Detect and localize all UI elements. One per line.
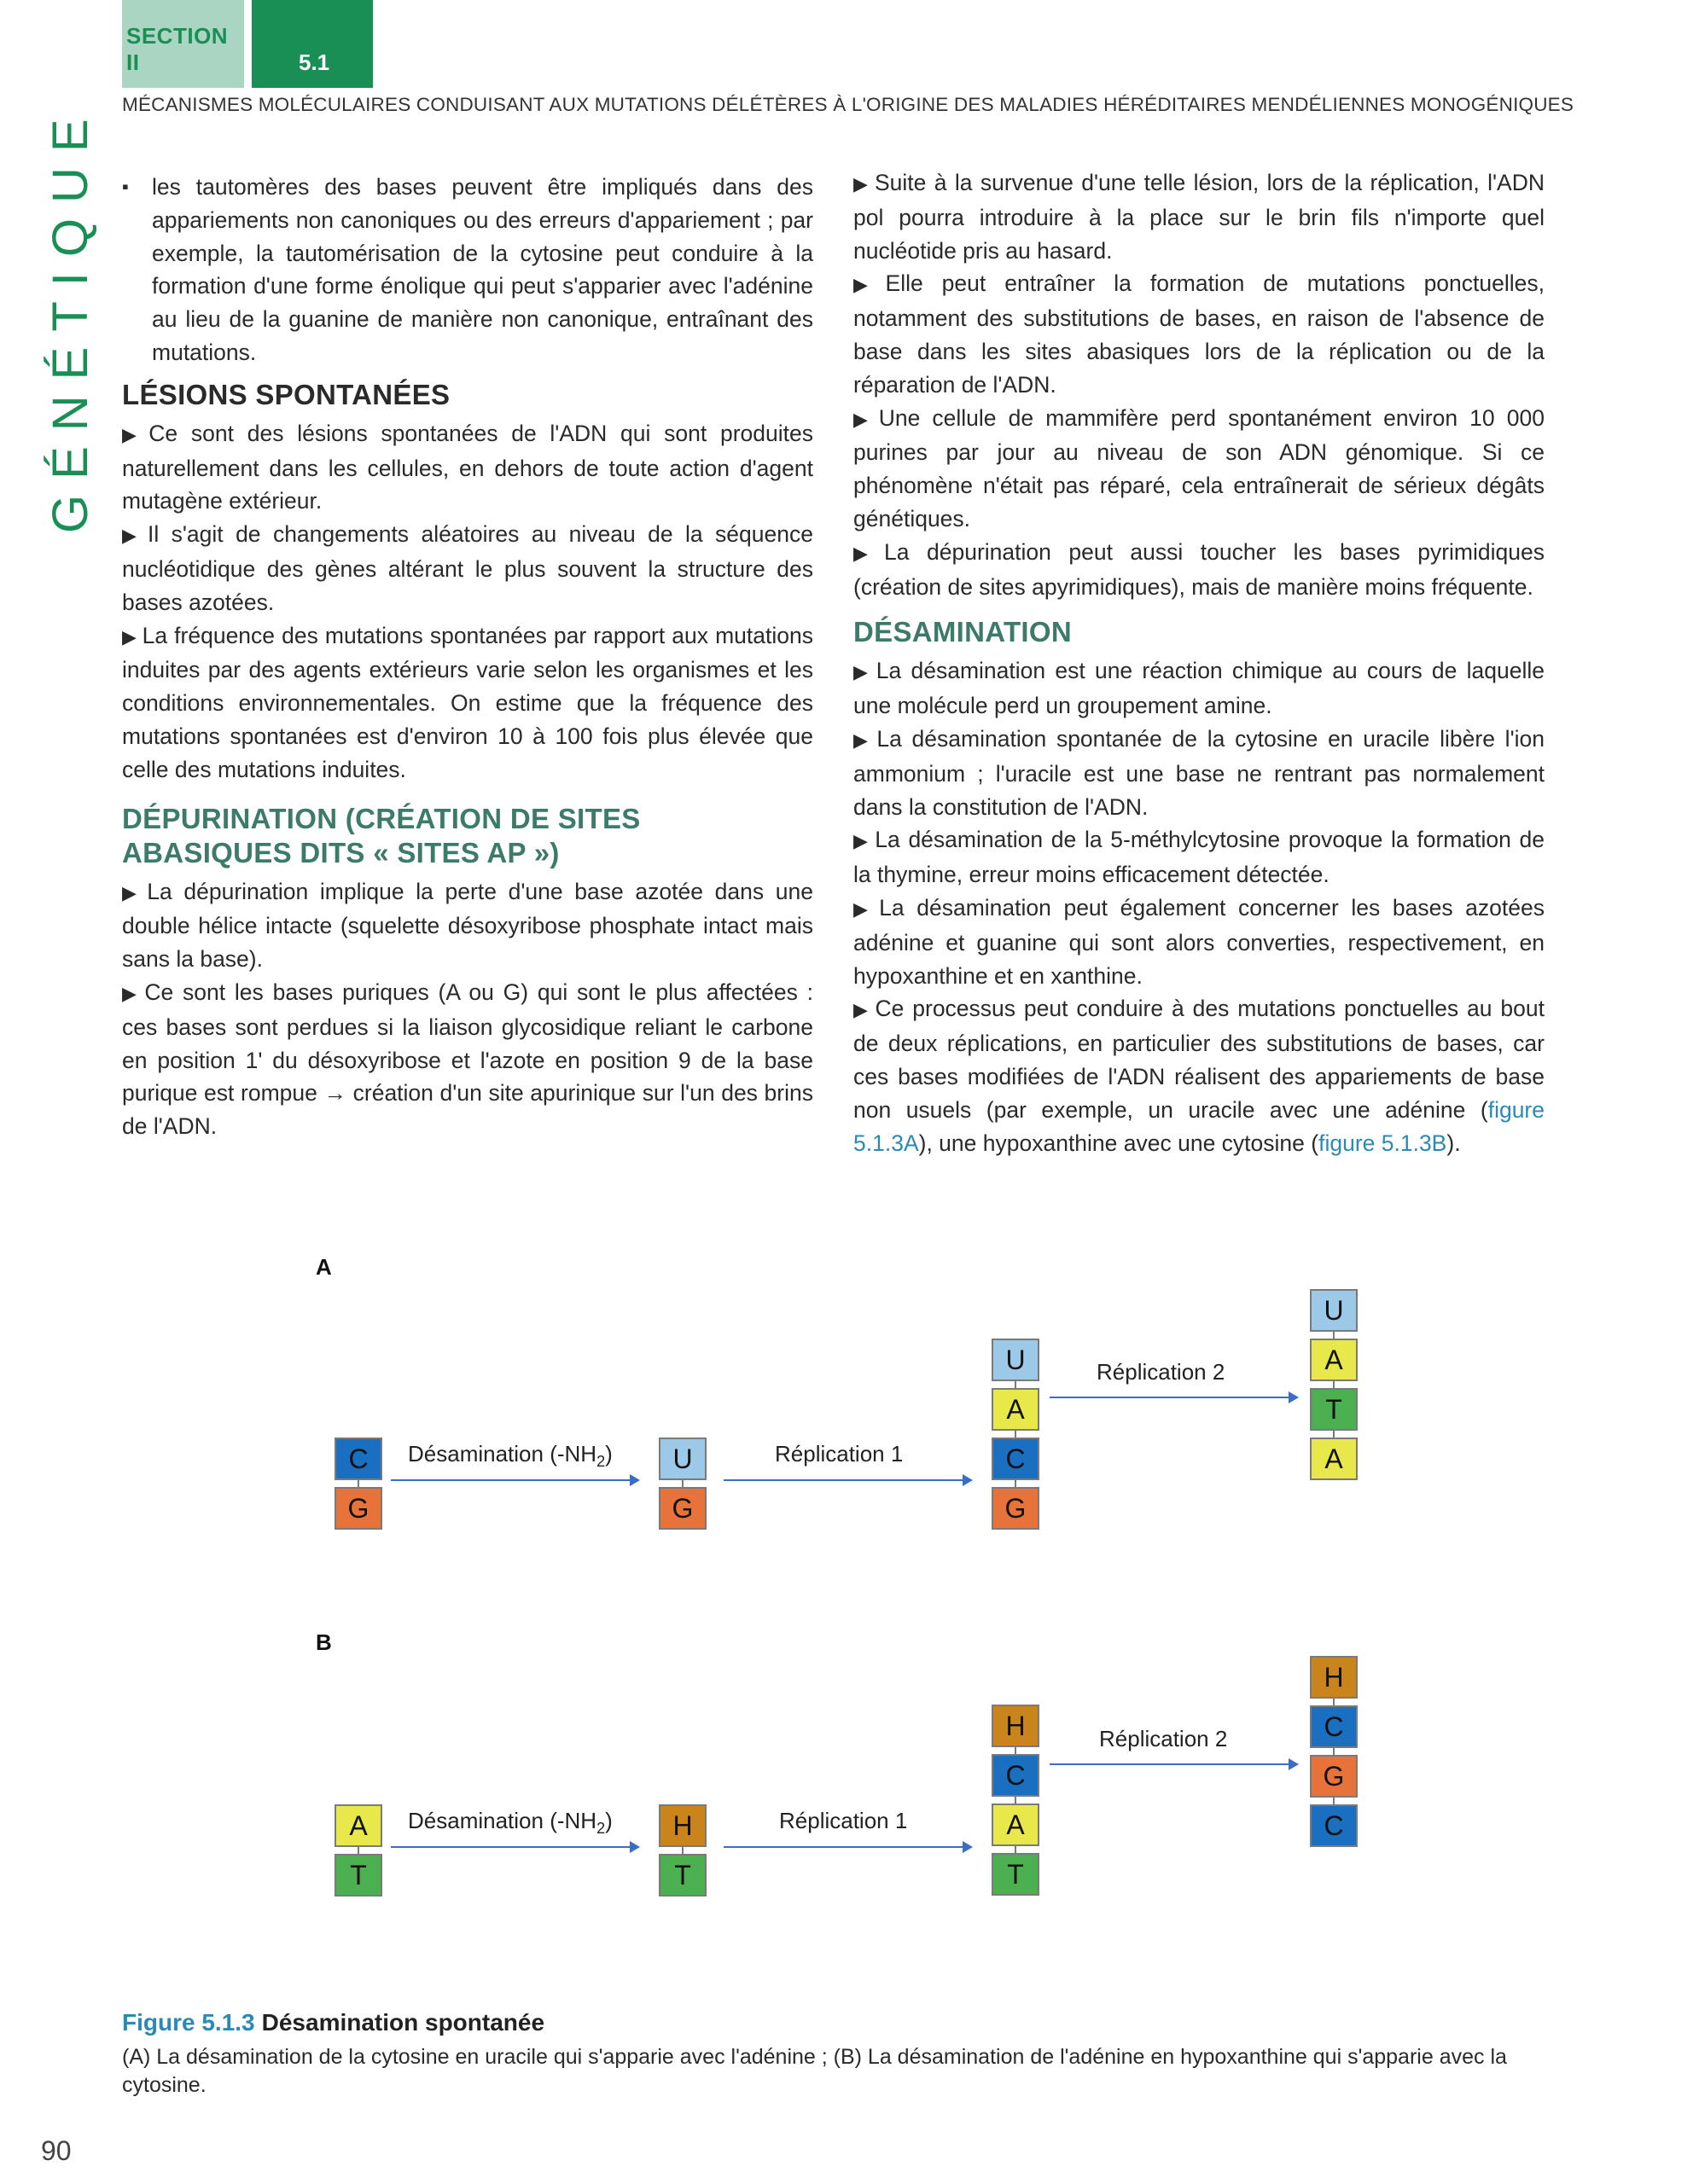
base-pair-link: [1333, 1381, 1335, 1388]
text: Il s'agit de changements aléatoires au niveau de la séquence nucléotidique des gènes altérant le plus souvent la structure des bases azotées.: [122, 521, 813, 615]
paragraph: [853, 166, 1545, 267]
base-pair-link: [1333, 1431, 1335, 1438]
text: La désamination est une réaction chimique au cours de laquelle une molécule perd un groupement amine.: [853, 658, 1545, 719]
paragraph: [122, 518, 813, 619]
nucleotide-box-C: C: [1310, 1804, 1358, 1847]
triangle-bullet-icon: ▶: [853, 729, 872, 751]
label-replication1-b: Réplication 1: [779, 1808, 908, 1833]
right-column: [853, 166, 1545, 1159]
text: Ce sont des lésions spontanées de l'ADN qui sont produites naturellement dans les cellules, en dehors de toute action d'agent mutagène extérieur.: [122, 420, 813, 514]
triangle-bullet-icon: ▶: [122, 525, 143, 547]
base-pair-link: [682, 1480, 684, 1487]
paragraph: [853, 823, 1545, 892]
paragraph: [122, 976, 813, 1143]
panel-a-label: A: [316, 1254, 332, 1280]
page-number: 90: [41, 2135, 72, 2166]
section-label: SECTION II: [126, 23, 229, 75]
arrow-replication1-a: [724, 1479, 971, 1481]
nucleotide-box-G: G: [992, 1487, 1039, 1530]
nucleotide-box-C: C: [992, 1438, 1039, 1480]
arrow-replication2-b: [1050, 1763, 1297, 1765]
triangle-bullet-icon: ▶: [122, 881, 143, 903]
text: La dépurination implique la perte d'une base azotée dans une double hélice intacte (squelette désoxyribose phosphate intact mais sans la base).: [122, 878, 814, 973]
nucleotide-box-A: A: [992, 1804, 1039, 1846]
arrow-replication1-b: [724, 1846, 971, 1848]
nucleotide-box-G: G: [1310, 1755, 1358, 1798]
text: La désamination spontanée de la cytosine en uracile libère l'ion ammonium ; l'uracile est une base ne rentrant pas normalement dans la constitution de l'ADN.: [853, 725, 1545, 820]
paragraph: [122, 417, 813, 518]
text: La fréquence des mutations spontanées par rapport aux mutations induites par des agents extérieurs varie selon les organismes et les conditions environnementales. On estime que la fréquence des mutations spontanées est d'environ 10 à 100 fois plus élevée que celle des mutations induites.: [122, 622, 813, 782]
nucleotide-box-A: A: [992, 1388, 1039, 1431]
paragraph: [853, 654, 1545, 723]
paragraph: [853, 723, 1545, 823]
nucleotide-box-A: A: [1310, 1339, 1358, 1381]
label-deamination-a: Désamination $(-NH_2)$: [408, 1441, 613, 1471]
figure-ref-a-link[interactable]: figure 5.1.3A: [853, 1096, 1545, 1156]
base-pair-link: [1333, 1798, 1335, 1804]
heading-depurination: DÉPURINATION (CRÉATION DE SITES ABASIQUES DITS « SITES AP »): [122, 802, 641, 868]
triangle-bullet-icon: ▶: [853, 408, 874, 430]
figure-title: Désamination spontanée: [261, 2009, 545, 2036]
figure-ref-b-link[interactable]: figure 5.1.3B: [1318, 1130, 1447, 1156]
triangle-bullet-icon: ▶: [122, 982, 140, 1004]
text: Suite à la survenue d'une telle lésion, lors de la réplication, l'ADN pol pourra introduire à la place sur le brin fils n'importe quel nucléotide pris au hasard.: [853, 170, 1545, 264]
heading-desamination: DÉSAMINATION: [853, 616, 1072, 648]
text: La désamination peut également concerner les bases azotées adénine et guanine qui sont alors converties, respectivement, en hypoxanthine et en xanthine.: [853, 894, 1545, 989]
text: ).: [1446, 1130, 1461, 1156]
paragraph: [853, 892, 1545, 992]
sidebar-label: GÉNÉTIQUE: [43, 103, 98, 533]
base-pair-link: [682, 1847, 684, 1854]
paragraph: [122, 619, 813, 787]
paragraph: [853, 267, 1545, 401]
nucleotide-box-U: U: [1310, 1289, 1358, 1332]
panel-b-label: B: [316, 1629, 332, 1655]
nucleotide-box-G: G: [335, 1487, 382, 1530]
heading-lesions: LÉSIONS SPONTANÉES: [122, 378, 451, 410]
triangle-bullet-icon: ▶: [853, 274, 881, 296]
label-replication2-a: Réplication 2: [1097, 1359, 1225, 1385]
label-replication2-b: Réplication 2: [1099, 1726, 1228, 1751]
nucleotide-box-G: G: [659, 1487, 707, 1530]
label-replication1-a: Réplication 1: [775, 1441, 904, 1467]
base-pair-link: [358, 1480, 359, 1487]
base-pair-link: [1333, 1748, 1335, 1755]
base-pair-link: [1333, 1699, 1335, 1705]
nucleotide-box-A: A: [1310, 1438, 1358, 1480]
chapter-subtitle: MÉCANISMES MOLÉCULAIRES CONDUISANT AUX MUTATIONS DÉLÉTÈRES À L'ORIGINE DES MALADIES HÉRÉDITAIRES MENDÉLIENNES MONOGÉNIQUES: [122, 94, 1574, 115]
figure-caption-text: (A) La désamination de la cytosine en uracile qui s'apparie avec l'adénine ; (B) La désamination de l'adénine en hypoxanthine qui s'apparie avec la cytosine.: [122, 2045, 1507, 2097]
figure-number: Figure 5.1.3: [122, 2009, 255, 2036]
triangle-bullet-icon: ▶: [853, 542, 880, 564]
left-column: [122, 171, 813, 1143]
nucleotide-box-H: H: [1310, 1656, 1358, 1699]
nucleotide-box-T: T: [1310, 1388, 1358, 1431]
label-deamination-b: Désamination $(-NH_2)$: [408, 1808, 613, 1838]
base-pair-link: [1015, 1797, 1016, 1804]
nucleotide-box-T: T: [992, 1853, 1039, 1896]
nucleotide-box-T: T: [659, 1854, 707, 1896]
base-pair-link: [1015, 1431, 1016, 1438]
arrow-deamination-a: [391, 1479, 638, 1481]
triangle-bullet-icon: ▶: [853, 897, 875, 920]
paragraph: [853, 536, 1545, 604]
text: Elle peut entraîner la formation de mutations ponctuelles, notamment des substitutions de bases, en raison de l'absence de base dans les sites abasiques lors de la réplication ou de la réparation de l'ADN.: [853, 270, 1545, 398]
nucleotide-box-A: A: [335, 1804, 382, 1847]
nucleotide-box-U: U: [659, 1438, 707, 1480]
nucleotide-box-H: H: [992, 1705, 1039, 1747]
base-pair-link: [1015, 1381, 1016, 1388]
section-number: 5.1: [299, 49, 330, 75]
base-pair-link: [1015, 1846, 1016, 1853]
text: Ce sont les bases puriques (A ou G) qui sont le plus affectées : ces bases sont perdues si la liaison glycosidique reliant le carbone en position 1' du désoxyribose et l'azote en position 9 de la base purique est rompue → création d'un site apurinique sur l'un des brins de l'ADN.: [122, 979, 813, 1140]
deamination-figure: [282, 1233, 1442, 1975]
base-pair-link: [1015, 1747, 1016, 1754]
text: Une cellule de mammifère perd spontanément environ 10 000 purines par jour au niveau de son ADN génomique. Si ce phénomène n'était pas réparé, cela entraînerait de sérieux dégâts génétiques.: [853, 404, 1545, 531]
intro-bullet: ▪ les tautomères des bases peuvent être impliqués dans des appariements non canoniques ou des erreurs d'appariement ; par exemple, la tautomérisation de la cytosine peut conduire à la formation d'une forme énolique qui peut s'apparier avec l'adénine au lieu de la guanine de manière non canonique, entraînant des mutations.: [122, 171, 813, 369]
nucleotide-box-C: C: [1310, 1705, 1358, 1748]
base-pair-link: [1333, 1332, 1335, 1339]
triangle-bullet-icon: ▶: [853, 661, 871, 683]
text: La dépurination peut aussi toucher les bases pyrimidiques (création de sites apyrimidiques), mais de manière moins fréquente.: [853, 538, 1545, 600]
nucleotide-box-C: C: [992, 1754, 1039, 1797]
text: Ce processus peut conduire à des mutations ponctuelles au bout de deux réplications, en particulier des substitutions de bases, car ces bases modifiées de l'ADN réalisent des appariements de base non usuels (par exemple, un uracile avec une adénine (: [853, 996, 1545, 1123]
triangle-bullet-icon: ▶: [853, 999, 870, 1021]
base-pair-link: [1015, 1480, 1016, 1487]
nucleotide-box-C: C: [335, 1438, 382, 1480]
text: ), une hypoxanthine avec une cytosine (: [918, 1130, 1319, 1156]
arrow-replication2-a: [1050, 1397, 1297, 1398]
section-number-tab: [252, 0, 373, 88]
triangle-bullet-icon: ▶: [853, 173, 870, 195]
nucleotide-box-H: H: [659, 1804, 707, 1847]
triangle-bullet-icon: ▶: [853, 830, 870, 852]
base-pair-link: [358, 1847, 359, 1854]
triangle-bullet-icon: ▶: [122, 625, 137, 648]
paragraph: [122, 875, 813, 976]
figure-caption-title: [122, 2009, 544, 2036]
paragraph: [853, 402, 1545, 536]
triangle-bullet-icon: ▶: [122, 423, 144, 445]
paragraph: [853, 992, 1545, 1159]
section-tab: [122, 0, 244, 88]
nucleotide-box-U: U: [992, 1339, 1039, 1381]
arrow-deamination-b: [391, 1846, 638, 1848]
nucleotide-box-T: T: [335, 1854, 382, 1896]
text: La désamination de la 5-méthylcytosine provoque la formation de la thymine, erreur moins efficacement détectée.: [853, 827, 1545, 888]
